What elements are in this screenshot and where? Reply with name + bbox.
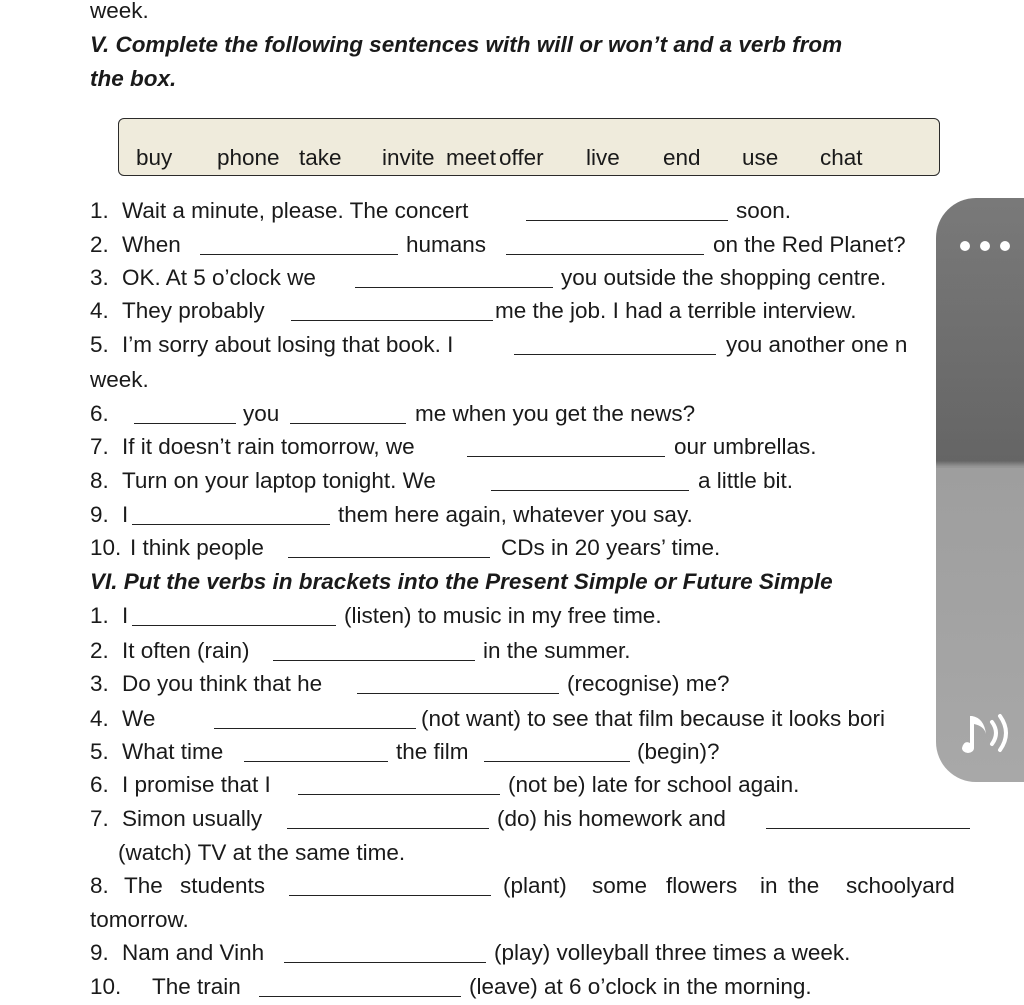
answer-blank[interactable] — [288, 557, 490, 558]
answer-blank[interactable] — [289, 895, 491, 896]
item-number: 3. — [90, 265, 109, 290]
item-number: 8. — [90, 873, 109, 898]
item-text: (listen) to music in my free time. — [344, 603, 662, 628]
item-text: They probably — [122, 298, 265, 323]
answer-blank[interactable] — [273, 660, 475, 661]
item-text: CDs in 20 years’ time. — [501, 535, 721, 560]
answer-blank[interactable] — [291, 320, 493, 321]
item-text: in — [760, 873, 778, 898]
item-text: I — [122, 502, 129, 527]
word-box-item: buy — [136, 145, 173, 170]
item-number: 10. — [90, 974, 122, 999]
answer-blank[interactable] — [298, 794, 500, 795]
answer-blank[interactable] — [514, 354, 716, 355]
answer-blank[interactable] — [132, 625, 336, 626]
answer-blank[interactable] — [355, 287, 553, 288]
item-text: in the summer. — [483, 638, 631, 663]
answer-blank[interactable] — [214, 728, 416, 729]
item-text: We — [122, 706, 156, 731]
item-text: (recognise) me? — [567, 671, 730, 696]
item-text: (do) his homework and — [497, 806, 726, 831]
item-text: OK. At 5 o’clock we — [122, 265, 316, 290]
answer-blank[interactable] — [244, 761, 388, 762]
answer-blank[interactable] — [357, 693, 559, 694]
answer-blank[interactable] — [491, 490, 689, 491]
item-text: a little bit. — [698, 468, 794, 493]
answer-blank[interactable] — [284, 962, 486, 963]
item-text: (play) volleyball three times a week. — [494, 940, 851, 965]
item-text: schoolyard — [846, 873, 955, 898]
answer-blank[interactable] — [506, 254, 704, 255]
item-number: 8. — [90, 468, 109, 493]
item-text: (plant) — [503, 873, 567, 898]
item-number: 2. — [90, 232, 109, 257]
answer-blank[interactable] — [526, 220, 728, 221]
item-text: (leave) at 6 o’clock in the morning. — [469, 974, 812, 999]
item-text: you outside the shopping centre. — [561, 265, 887, 290]
word-box-item: invite — [382, 145, 435, 170]
item-number: 9. — [90, 940, 109, 965]
item-text: (begin)? — [637, 739, 720, 764]
item-text: Turn on your laptop tonight. We — [122, 468, 436, 493]
answer-blank[interactable] — [766, 828, 970, 829]
item-text: some — [592, 873, 648, 898]
item-number: 7. — [90, 434, 109, 459]
item-text: I — [122, 603, 129, 628]
item-text: What time — [122, 739, 224, 764]
item-number: 10. — [90, 535, 122, 560]
item-text: The — [124, 873, 163, 898]
item-text: (not be) late for school again. — [508, 772, 800, 797]
item-number: 2. — [90, 638, 109, 663]
item-text: Nam and Vinh — [122, 940, 265, 965]
answer-blank[interactable] — [134, 423, 236, 424]
item-number: 4. — [90, 298, 109, 323]
answer-blank[interactable] — [290, 423, 406, 424]
item-text: me the job. I had a terrible interview. — [495, 298, 857, 323]
item-text-cont: tomorrow. — [90, 907, 189, 932]
item-text: The train — [152, 974, 241, 999]
answer-blank[interactable] — [467, 456, 665, 457]
item-text: I’m sorry about losing that book. I — [122, 332, 454, 357]
item-text: the film — [396, 739, 469, 764]
item-number: 5. — [90, 739, 109, 764]
item-text: I think people — [130, 535, 264, 560]
item-text: If it doesn’t rain tomorrow, we — [122, 434, 415, 459]
item-text: I promise that I — [122, 772, 271, 797]
item-text: humans — [406, 232, 487, 257]
item-text: It often (rain) — [122, 638, 250, 663]
item-text: Simon usually — [122, 806, 263, 831]
item-number: 5. — [90, 332, 109, 357]
word-box-item: end — [663, 145, 701, 170]
item-text-cont: week. — [90, 367, 149, 392]
item-number: 4. — [90, 706, 109, 731]
answer-blank[interactable] — [484, 761, 630, 762]
word-box-item: offer — [499, 145, 544, 170]
more-horizontal-icon[interactable] — [958, 238, 1024, 254]
item-number: 7. — [90, 806, 109, 831]
answer-blank[interactable] — [200, 254, 398, 255]
item-text: When — [122, 232, 181, 257]
item-number: 6. — [90, 401, 109, 426]
word-box-item: meet — [446, 145, 497, 170]
word-box-item: phone — [217, 145, 280, 170]
answer-blank[interactable] — [287, 828, 489, 829]
item-number: 1. — [90, 603, 109, 628]
section-6-heading: VI. Put the verbs in brackets into the Present Simple or Future Simple — [90, 569, 833, 594]
word-box-item: chat — [820, 145, 863, 170]
item-text: Do you think that he — [122, 671, 323, 696]
item-text: Wait a minute, please. The concert — [122, 198, 469, 223]
item-number: 3. — [90, 671, 109, 696]
item-text: our umbrellas. — [674, 434, 817, 459]
top-fragment-text: week. — [90, 0, 149, 23]
section-5-heading: V. Complete the following sentences with will or won’t and a verb from — [90, 32, 843, 57]
floating-tool-panel[interactable] — [936, 198, 1024, 782]
item-text: soon. — [736, 198, 792, 223]
item-text-cont: (watch) TV at the same time. — [118, 840, 406, 865]
section-5-heading-cont: the box. — [90, 66, 177, 91]
item-text: students — [180, 873, 266, 898]
item-text: on the Red Planet? — [713, 232, 906, 257]
item-text: them here again, whatever you say. — [338, 502, 693, 527]
item-text: you — [243, 401, 280, 426]
answer-blank[interactable] — [259, 996, 461, 997]
item-text: the — [788, 873, 820, 898]
item-text: you another one n — [726, 332, 908, 357]
item-number: 1. — [90, 198, 109, 223]
sound-wave-icon[interactable] — [954, 708, 1014, 758]
item-number: 6. — [90, 772, 109, 797]
item-text: (not want) to see that film because it looks bori — [421, 706, 885, 731]
item-text: me when you get the news? — [415, 401, 696, 426]
item-text: flowers — [666, 873, 738, 898]
word-box-item: use — [742, 145, 779, 170]
answer-blank[interactable] — [132, 524, 330, 525]
word-box-item: live — [586, 145, 620, 170]
word-box-item: take — [299, 145, 342, 170]
item-number: 9. — [90, 502, 109, 527]
